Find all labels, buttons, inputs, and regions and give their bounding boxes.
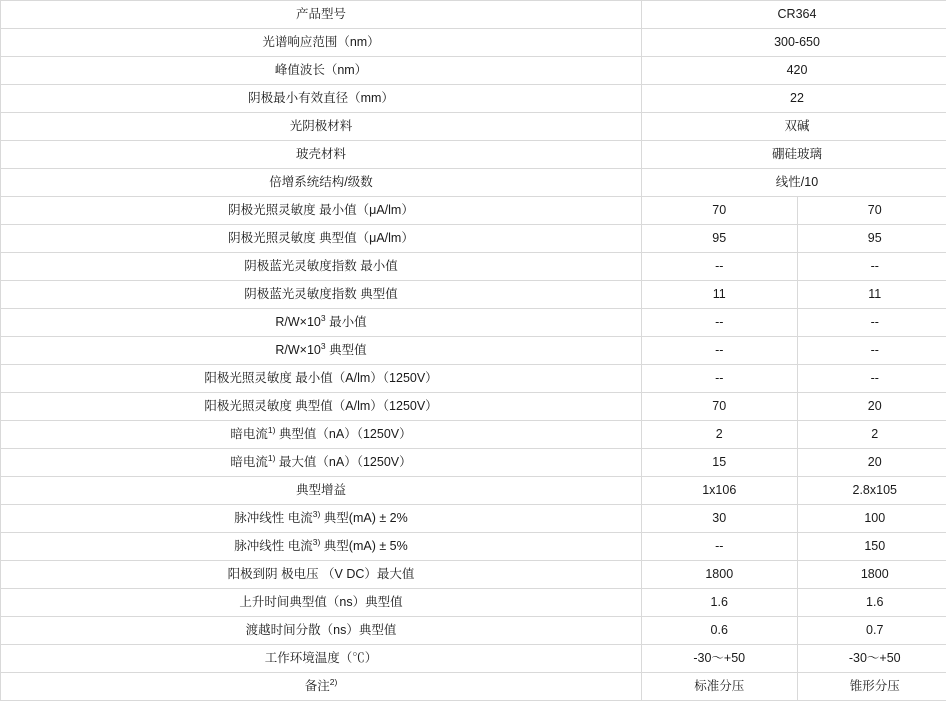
row-label: 阴极光照灵敏度 典型值（μA/lm） bbox=[1, 225, 642, 253]
table-row bbox=[1, 393, 946, 421]
table-row bbox=[1, 561, 946, 589]
table-row bbox=[1, 169, 946, 197]
row-label: 脉冲线性 电流$^{3)}$ 典型(mA) ± 2% bbox=[1, 505, 642, 533]
row-value: 420 bbox=[642, 57, 946, 85]
row-value: -- bbox=[642, 533, 798, 561]
row-value: 11 bbox=[797, 281, 946, 309]
row-label: 阴极蓝光灵敏度指数 最小值 bbox=[1, 253, 642, 281]
row-value: 70 bbox=[642, 393, 798, 421]
row-label: 阴极最小有效直径（mm） bbox=[1, 85, 642, 113]
table-row bbox=[1, 617, 946, 645]
row-value: CR364 bbox=[642, 1, 946, 29]
table-row bbox=[1, 645, 946, 673]
row-label: $R/W\times 10^3$ 最小值 bbox=[1, 309, 642, 337]
row-value: 95 bbox=[642, 225, 798, 253]
table-row bbox=[1, 365, 946, 393]
row-value: 标准分压 bbox=[642, 673, 798, 701]
row-value: -- bbox=[642, 365, 798, 393]
row-value: 2 bbox=[797, 421, 946, 449]
row-value: 15 bbox=[642, 449, 798, 477]
row-value: -- bbox=[642, 253, 798, 281]
row-value: 0.7 bbox=[797, 617, 946, 645]
row-label: 阳极到阴 极电压 （V DC）最大值 bbox=[1, 561, 642, 589]
table-row bbox=[1, 57, 946, 85]
table-row bbox=[1, 309, 946, 337]
row-value: 100 bbox=[797, 505, 946, 533]
row-value: 1800 bbox=[642, 561, 798, 589]
row-value: -- bbox=[797, 253, 946, 281]
row-label: 脉冲线性 电流$^{3)}$ 典型(mA) ± 5% bbox=[1, 533, 642, 561]
row-label: $R/W\times 10^3$ 典型值 bbox=[1, 337, 642, 365]
table-row bbox=[1, 421, 946, 449]
row-label: 峰值波长（nm） bbox=[1, 57, 642, 85]
row-value: 150 bbox=[797, 533, 946, 561]
row-value: 70 bbox=[797, 197, 946, 225]
row-value: 2.8x105 bbox=[797, 477, 946, 505]
row-label: 渡越时间分散（ns）典型值 bbox=[1, 617, 642, 645]
row-value: -30～+50 bbox=[797, 645, 946, 673]
row-value: 11 bbox=[642, 281, 798, 309]
table-row bbox=[1, 197, 946, 225]
table-row bbox=[1, 505, 946, 533]
row-label: 典型增益 bbox=[1, 477, 642, 505]
row-value: 30 bbox=[642, 505, 798, 533]
table-row bbox=[1, 141, 946, 169]
row-value: 300-650 bbox=[642, 29, 946, 57]
row-value: 1.6 bbox=[797, 589, 946, 617]
row-label: 光谱响应范围（nm） bbox=[1, 29, 642, 57]
table-row bbox=[1, 673, 946, 701]
table-row bbox=[1, 225, 946, 253]
row-value: 1800 bbox=[797, 561, 946, 589]
row-value: 线性/10 bbox=[642, 169, 946, 197]
table-row bbox=[1, 533, 946, 561]
row-value: 2 bbox=[642, 421, 798, 449]
row-value: 1x106 bbox=[642, 477, 798, 505]
row-value: -- bbox=[642, 309, 798, 337]
table-row bbox=[1, 337, 946, 365]
row-value: -- bbox=[642, 337, 798, 365]
row-value: -30～+50 bbox=[642, 645, 798, 673]
row-value: -- bbox=[797, 337, 946, 365]
row-value: 硼硅玻璃 bbox=[642, 141, 946, 169]
row-label: 产品型号 bbox=[1, 1, 642, 29]
row-value: -- bbox=[797, 365, 946, 393]
row-label: 工作环境温度（℃） bbox=[1, 645, 642, 673]
row-value: 20 bbox=[797, 393, 946, 421]
row-label: 光阴极材料 bbox=[1, 113, 642, 141]
row-label: 阳极光照灵敏度 最小值（A/lm）（1250V） bbox=[1, 365, 642, 393]
table-row bbox=[1, 449, 946, 477]
table-row bbox=[1, 29, 946, 57]
row-value: 22 bbox=[642, 85, 946, 113]
row-value: 0.6 bbox=[642, 617, 798, 645]
table-row bbox=[1, 281, 946, 309]
row-label: 阴极光照灵敏度 最小值（μA/lm） bbox=[1, 197, 642, 225]
row-value: 锥形分压 bbox=[797, 673, 946, 701]
table-row bbox=[1, 253, 946, 281]
row-value: -- bbox=[797, 309, 946, 337]
row-label: 备注$^{2)}$ bbox=[1, 673, 642, 701]
row-value: 20 bbox=[797, 449, 946, 477]
table-body bbox=[1, 1, 946, 701]
row-label: 上升时间典型值（ns）典型值 bbox=[1, 589, 642, 617]
table-row bbox=[1, 113, 946, 141]
row-value: 70 bbox=[642, 197, 798, 225]
row-value: 1.6 bbox=[642, 589, 798, 617]
row-label: 阳极光照灵敏度 典型值（A/lm）（1250V） bbox=[1, 393, 642, 421]
table-row bbox=[1, 477, 946, 505]
row-value: 95 bbox=[797, 225, 946, 253]
row-label: 暗电流$^{1)}$ 典型值（nA）（1250V） bbox=[1, 421, 642, 449]
row-label: 玻壳材料 bbox=[1, 141, 642, 169]
table-row bbox=[1, 1, 946, 29]
row-label: 暗电流$^{1)}$ 最大值（nA）（1250V） bbox=[1, 449, 642, 477]
row-label: 倍增系统结构/级数 bbox=[1, 169, 642, 197]
table-row bbox=[1, 589, 946, 617]
row-label: 阴极蓝光灵敏度指数 典型值 bbox=[1, 281, 642, 309]
table-row bbox=[1, 85, 946, 113]
row-value: 双碱 bbox=[642, 113, 946, 141]
